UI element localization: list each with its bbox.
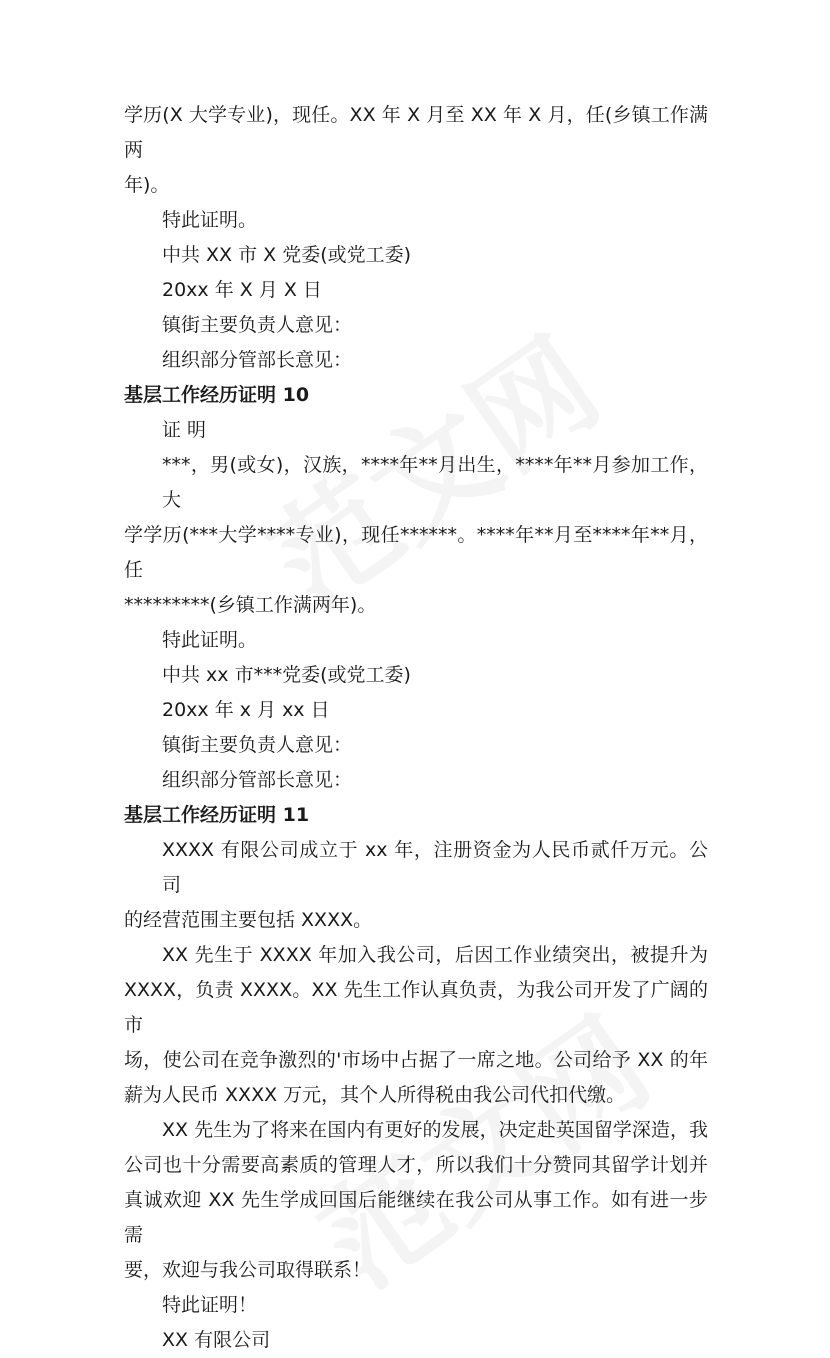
body-line: XXXX 有限公司成立于 xx 年，注册资金为人民币贰仟万元。公司 [162, 839, 708, 896]
issuer-line: 中共 XX 市 X 党委(或党工委) [162, 244, 412, 266]
body-line: 年)。 [124, 174, 170, 196]
body-line: 学学历(***大学****专业)，现任******。****年**月至****年**月，任 [124, 524, 708, 581]
opinion-line: 镇街主要负责人意见： [162, 314, 353, 336]
body-line: *********(乡镇工作满两年)。 [124, 594, 377, 616]
section-heading: 基层工作经历证明 11 [124, 804, 310, 826]
body-line: XXXX，负责 XXXX。XX 先生工作认真负责，为我公司开发了广阔的市 [124, 979, 708, 1036]
date-line: 20xx 年 X 月 X 日 [162, 279, 322, 301]
certificate-title: 证 明 [162, 419, 207, 441]
opinion-line: 镇街主要负责人意见： [162, 734, 353, 756]
body-line: 真诚欢迎 XX 先生学成回国后能继续在我公司从事工作。如有进一步需 [124, 1189, 708, 1246]
closing-line: 特此证明。 [162, 629, 258, 651]
body-line: ***，男(或女)，汉族，****年**月出生，****年**月参加工作，大 [162, 454, 708, 511]
body-line: XX 先生于 XXXX 年加入我公司，后因工作业绩突出，被提升为 [162, 944, 708, 966]
body-line: 的经营范围主要包括 XXXX。 [124, 909, 373, 931]
issuer-line: XX 有限公司 [162, 1329, 271, 1351]
date-line: 20xx 年 x 月 xx 日 [162, 699, 330, 721]
body-line: 学历(X 大学专业)，现任。XX 年 X 月至 XX 年 X 月，任(乡镇工作满两 [124, 104, 708, 161]
body-line: 公司也十分需要高素质的管理人才，所以我们十分赞同其留学计划并 [124, 1154, 708, 1176]
issuer-line: 中共 xx 市***党委(或党工委) [162, 664, 411, 686]
body-line: 场，使公司在竞争激烈的'市场中占据了一席之地。公司给予 XX 的年 [124, 1049, 708, 1071]
opinion-line: 组织部分管部长意见： [162, 349, 353, 371]
body-line: 薪为人民币 XXXX 万元，其个人所得税由我公司代扣代缴。 [124, 1084, 626, 1106]
opinion-line: 组织部分管部长意见： [162, 769, 353, 791]
section-heading: 基层工作经历证明 10 [124, 384, 310, 406]
closing-line: 特此证明。 [162, 209, 258, 231]
document-body [124, 98, 708, 1358]
body-line: XX 先生为了将来在国内有更好的发展，决定赴英国留学深造，我 [162, 1119, 708, 1141]
body-line: 要，欢迎与我公司取得联系！ [124, 1259, 372, 1281]
closing-line: 特此证明！ [162, 1294, 258, 1316]
